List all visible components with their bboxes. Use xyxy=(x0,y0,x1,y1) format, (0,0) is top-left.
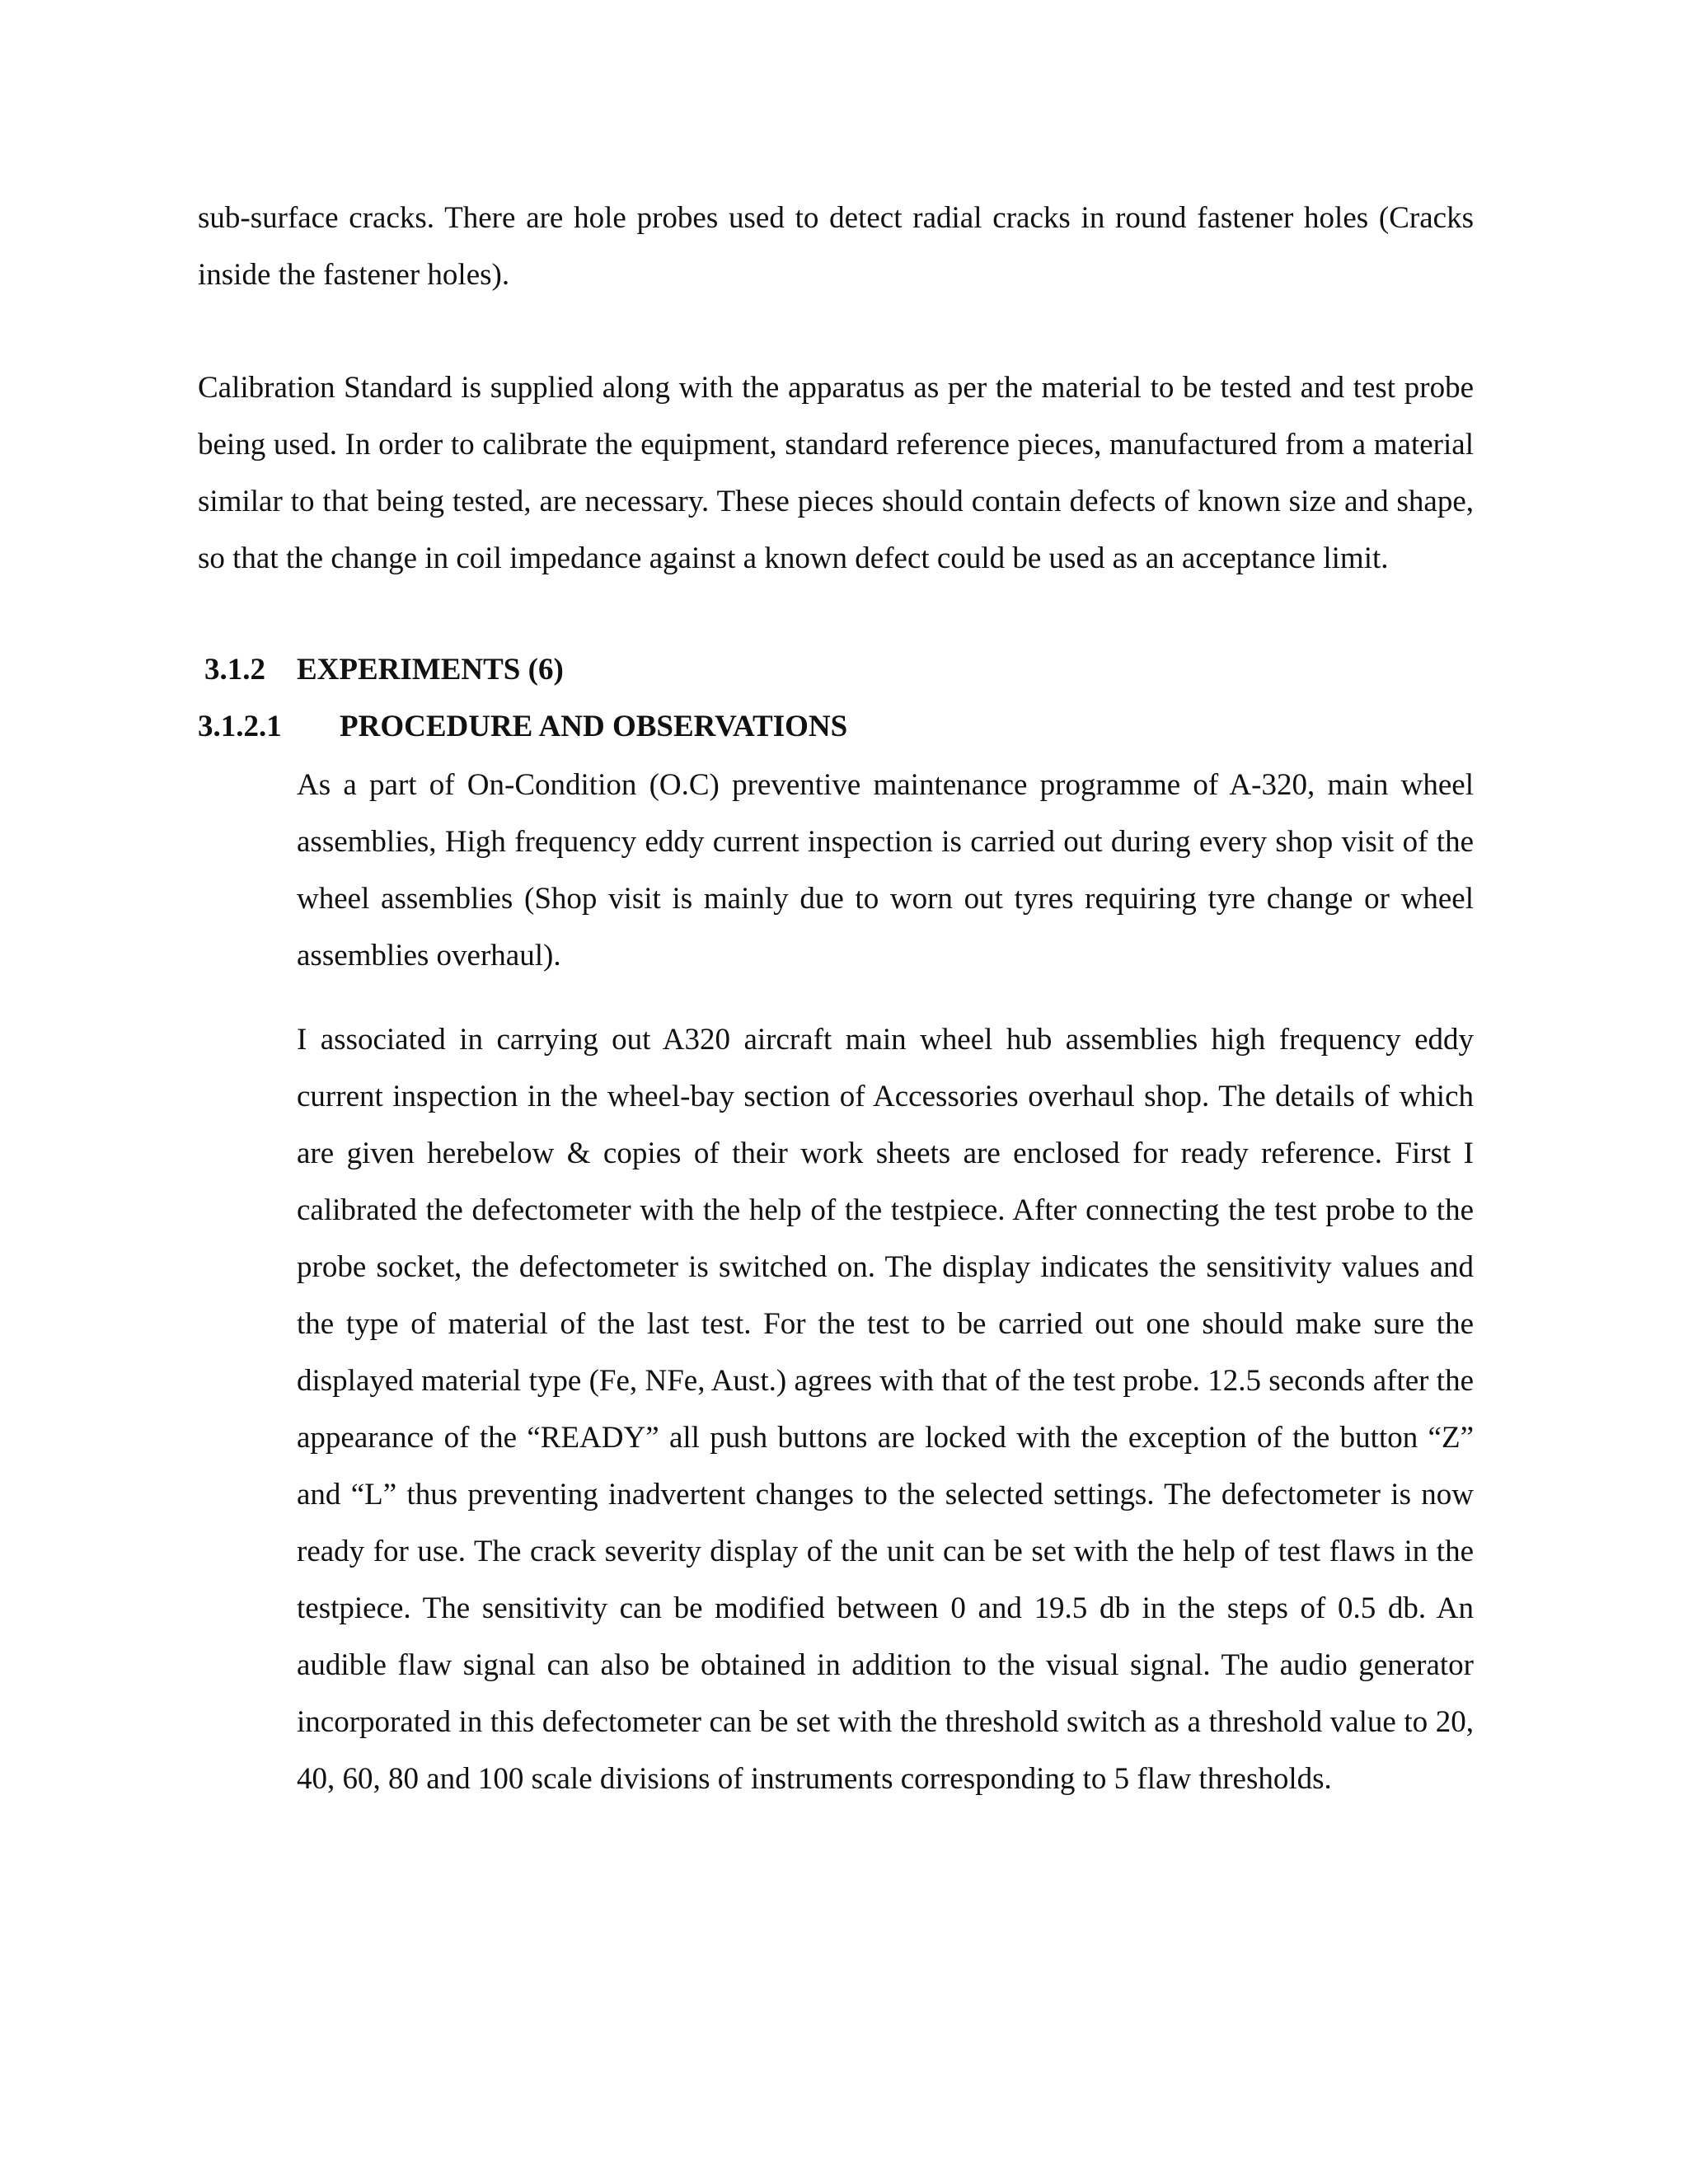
section-number: 3.1.2 xyxy=(204,653,265,687)
subsection-title: PROCEDURE AND OBSERVATIONS xyxy=(340,710,848,743)
section-heading-experiments xyxy=(204,641,564,698)
paragraph-on-condition-maintenance: As a part of On-Condition (O.C) preventive maintenance programme of A-320, main wheel assemblies, High frequency eddy current inspection is carried out during every shop visit of the wheel assemblies (Shop visit is mainly due to worn out tyres requiring tyre change or wheel assemblies overhaul). xyxy=(297,768,1474,972)
section-title: EXPERIMENTS (6) xyxy=(297,653,564,687)
subsection-heading-procedure xyxy=(198,698,847,755)
paragraph-eddy-current-inspection: I associated in carrying out A320 aircraft main wheel hub assemblies high frequency eddy current inspection in the wheel-bay section of Accessories overhaul shop. The details of which are given herebelow & copies of their work sheets are enclosed for ready reference. First I calibrated the defectometer with the help of the testpiece. After connecting the test probe to the probe socket, the defectometer is switched on. The display indicates the sensitivity values and the type of material of the last test. For the test to be carried out one should make sure the displayed material type (Fe, NFe, Aust.) agrees with that of the test probe. 12.5 seconds after the appearance of the “READY” all push buttons are locked with the exception of the button “Z” and “L” thus preventing inadvertent changes to the selected settings. The defectometer is now ready for use. The crack severity display of the unit can be set with the help of test flaws in the testpiece. The sensitivity can be modified between 0 and 19.5 db in the steps of 0.5 db. An audible flaw signal can also be obtained in addition to the visual signal. The audio generator incorporated in this defectometer can be set with the threshold switch as a threshold value to 20, 40, 60, 80 and 100 scale divisions of instruments corresponding to 5 flaw thresholds. xyxy=(297,1023,1474,1796)
paragraph-calibration-standard: Calibration Standard is supplied along with the apparatus as per the material to be tested and test probe being used. In order to calibrate the equipment, standard reference pieces, manufactured from a material similar to that being tested, are necessary. These pieces should contain defects of known size and shape, so that the change in coil impedance against a known defect could be used as an acceptance limit. xyxy=(198,371,1474,575)
paragraph-hole-probes: sub-surface cracks. There are hole probes used to detect radial cracks in round fastener holes (Cracks inside the fastener holes). xyxy=(198,201,1474,292)
subsection-number: 3.1.2.1 xyxy=(198,710,282,743)
